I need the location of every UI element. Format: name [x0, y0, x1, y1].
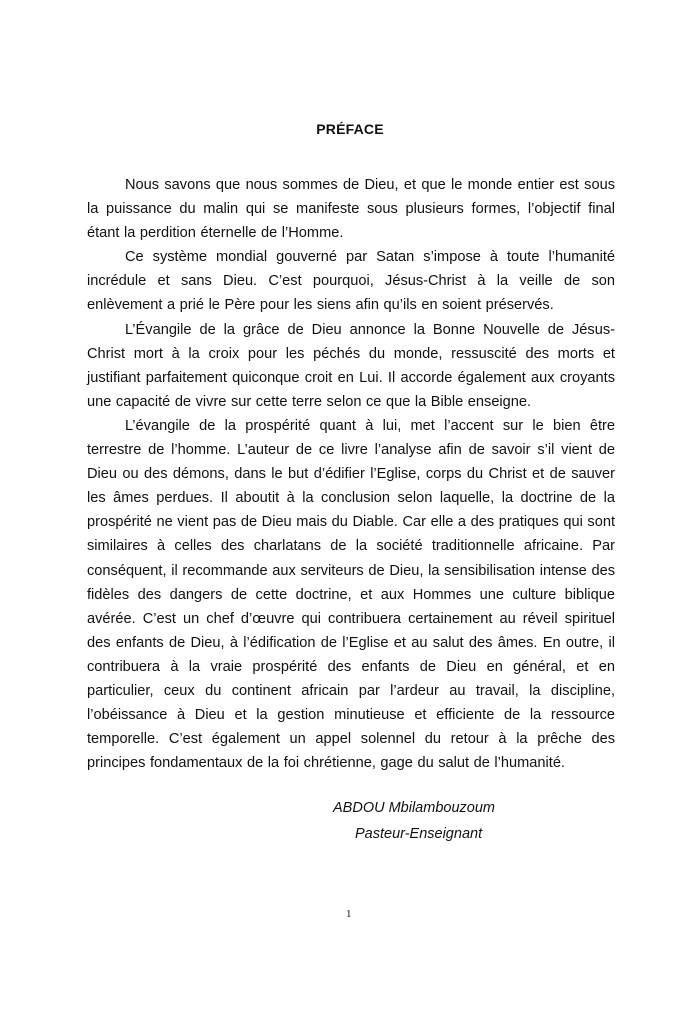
paragraph: Ce système mondial gouverné par Satan s’impose à toute l’humanité incrédule et sans Dieu. C’est pourquoi, Jésus-Christ à la veille de son enlèvement a prié le Père pour les siens afin qu’ils en soient préservés.	[87, 249, 615, 314]
page-title: PRÉFACE	[316, 121, 384, 137]
paragraph: Nous savons que nous sommes de Dieu, et que le monde entier est sous la puissance du malin qui se manifeste sous plusieurs formes, l’objectif final étant la perdition éternelle de l’Homme.	[87, 177, 615, 242]
signature-block	[333, 795, 495, 847]
paragraph: L’Évangile de la grâce de Dieu annonce la Bonne Nouvelle de Jésus-Christ mort à la croix pour les péchés du monde, ressuscité des morts et justifiant parfaitement quiconque croit en Lui. Il accorde également aux croyants une capacité de vivre sur cette terre selon ce que la Bible enseigne.	[87, 321, 615, 410]
author-role: Pasteur-Enseignant	[355, 826, 483, 842]
preface-body	[87, 173, 615, 775]
paragraph: L’évangile de la prospérité quant à lui, met l’accent sur le bien être terrestre de l’homme. L’auteur de ce livre l’analyse afin de savoir s’il vient de Dieu ou des démons, dans le but d’édifier l’Eglise, corps du Christ et de sauver les âmes perdues. Il aboutit à la conclusion selon laquelle, la doctrine de la prospérité ne vient pas de Dieu mais du Diable. Car elle a des pratiques qui sont similaires à celles des charlatans de la société traditionnelle africaine. Par conséquent, il recommande aux serviteurs de Dieu, la sensibilisation intense des fidèles des dangers de cette doctrine, et aux Hommes une culture biblique avérée. C’est un chef d’œuvre qui contribuera certainement au réveil spirituel des enfants de Dieu, à l’édification de l’Eglise et au salut des âmes. En outre, il contribuera à la vraie prospérité des enfants de Dieu en général, et en particulier, ceux du continent africain par l’ardeur au travail, la discipline, l’obéissance à Dieu et la gestion minutieuse et efficiente de la ressource temporelle. C’est également un appel solennel du retour à la prêche des principes fondamentaux de la foi chrétienne, gage du salut de l’humanité.	[87, 417, 615, 772]
author-name: ABDOU Mbilambouzoum	[333, 800, 495, 816]
page-number: 1	[346, 908, 352, 920]
